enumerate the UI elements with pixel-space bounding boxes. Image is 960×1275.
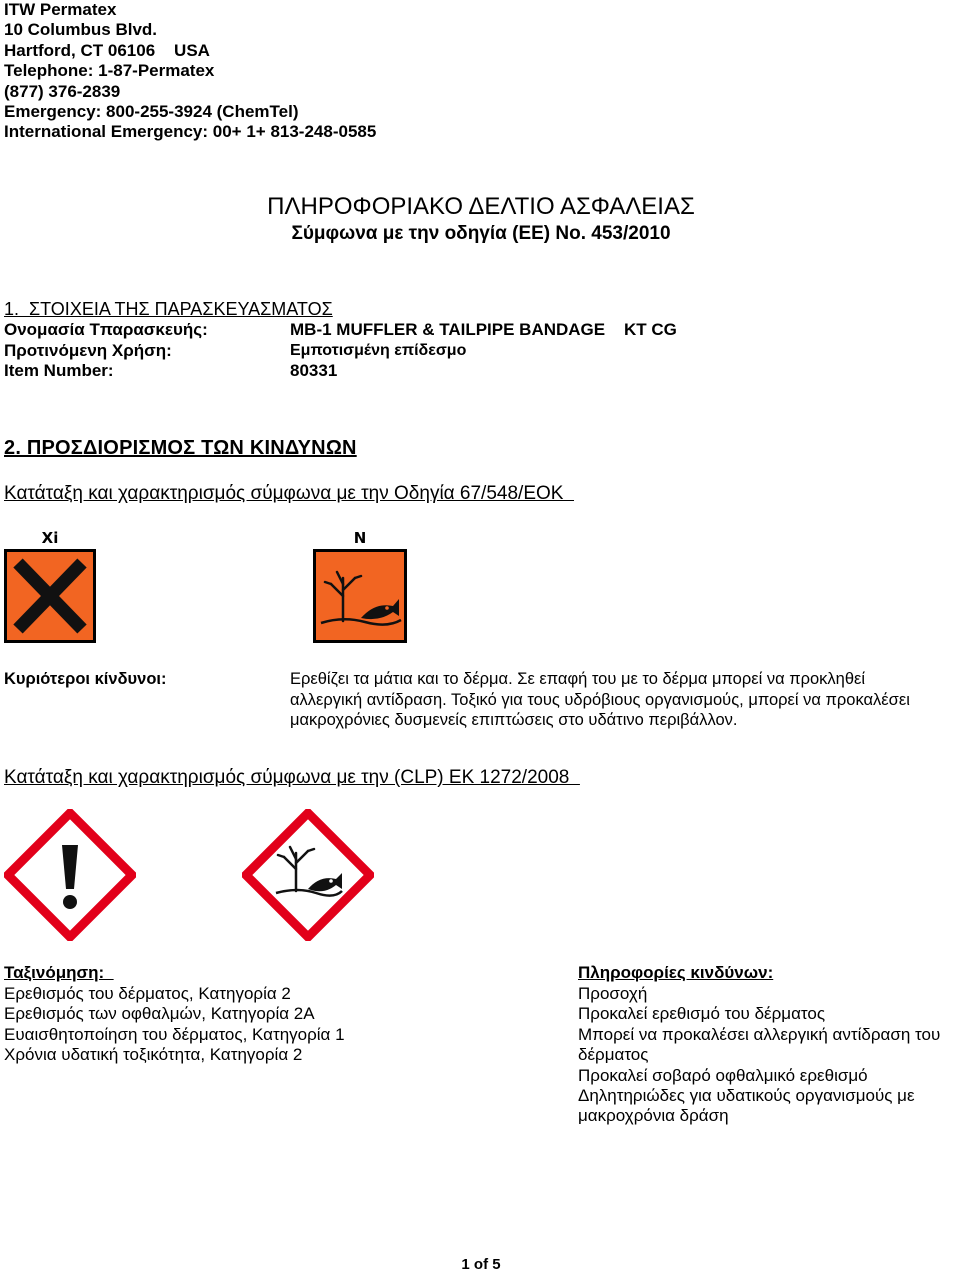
clp-classification-heading: Κατάταξη και χαρακτηρισμός σύμφωνα με την (CLP) ΕΚ 1272/2008 xyxy=(4,767,580,788)
company-city: Hartford, CT 06106 USA xyxy=(4,40,210,60)
n-symbol-label: N xyxy=(353,529,367,547)
dsd-classification-heading: Κατάταξη και χαρακτηρισμός σύμφωνα με την Οδηγία 67/548/ΕΟΚ xyxy=(4,483,574,504)
company-telephone: Telephone: 1-87-Permatex xyxy=(4,61,215,81)
main-hazards-line: Ερεθίζει τα μάτια και το δέρμα. Σε επαφή του με το δέρμα μπορεί να προκληθεί xyxy=(290,670,866,688)
xi-hazard-symbol xyxy=(4,526,96,644)
section2-heading: 2. ΠΡΟΣΔΙΟΡΙΣΜΟΣ ΤΩΝ ΚΙΝΔΥΝΩΝ xyxy=(4,437,357,459)
hazard-info-line: δέρματος xyxy=(578,1045,649,1065)
product-name-label: Ονομασία Τπαρασκευής: xyxy=(4,320,208,339)
company-name: ITW Permatex xyxy=(4,0,117,19)
hazard-info-line: μακροχρόνια δράση xyxy=(578,1106,729,1126)
company-address-block xyxy=(4,0,376,143)
n-hazard-symbol xyxy=(313,526,407,644)
hazard-info-line: Μπορεί να προκαλέσει αλλεργική αντίδραση του xyxy=(578,1024,941,1044)
classification-item: Ευαισθητοποίηση του δέρματος, Κατηγορία 1 xyxy=(4,1024,345,1044)
environment-pictogram-icon xyxy=(242,809,374,941)
classification-item: Ερεθισμός των οφθαλμών, Κατηγορία 2A xyxy=(4,1004,315,1024)
xi-symbol-label: Xi xyxy=(41,529,59,547)
harmful-irritant-x-icon xyxy=(4,526,96,644)
classification-item: Ερεθισμός του δέρματος, Κατηγορία 2 xyxy=(4,984,291,1003)
intended-use-label: Προτινόμενη Χρήση: xyxy=(4,341,172,360)
main-hazards-label: Κυριότεροι κίνδυνοι: xyxy=(4,670,167,688)
document-title: ΠΛΗΡΟΦΟΡΙΑΚΟ ΔΕΛΤΙΟ ΑΣΦΑΛΕΙΑΣ xyxy=(267,193,695,220)
hazard-info-line: Προσοχή xyxy=(578,984,648,1003)
company-street: 10 Columbus Blvd. xyxy=(4,20,158,40)
classification-label: Ταξινόμηση: xyxy=(4,963,114,982)
hazard-info-line: Δηλητηριώδες για υδατικούς οργανισμούς με xyxy=(578,1086,915,1106)
intended-use-value: Εμποτισμένη επίδεσμο xyxy=(290,342,467,359)
hazard-info-line: Προκαλεί ερεθισμό του δέρματος xyxy=(578,1004,826,1024)
item-number-value: 80331 xyxy=(290,361,338,380)
classification-item: Χρόνια υδατική τοξικότητα, Κατηγορία 2 xyxy=(4,1045,303,1065)
main-hazards-text xyxy=(290,669,910,731)
company-telephone-alt: (877) 376-2839 xyxy=(4,81,121,101)
main-hazards-line: αλλεργική αντίδραση. Τοξικό για τους υδρόβιους οργανισμούς, μπορεί να προκαλέσει xyxy=(290,690,910,709)
product-name-value: MB-1 MUFFLER & TAILPIPE BANDAGE KT CG xyxy=(290,320,677,339)
hazard-info-list xyxy=(578,984,940,1127)
document-subtitle: Σύμφωνα με την οδηγία (ΕΕ) Νο. 453/2010 xyxy=(291,223,671,244)
ghs-environment-pictogram xyxy=(242,809,374,941)
section1-heading: 1. ΣΤΟΙΧΕΙΑ ΤΗΣ ΠΑΡΑΣΚΕΥΑΣΜΑΤΟΣ xyxy=(4,299,333,319)
item-number-label: Item Number: xyxy=(4,361,114,380)
company-emergency: Emergency: 800-255-3924 (ChemTel) xyxy=(4,102,299,122)
ghs-exclamation-pictogram xyxy=(4,809,136,941)
exclamation-mark-pictogram-icon xyxy=(4,809,136,941)
dangerous-for-environment-icon xyxy=(313,526,407,644)
classification-list xyxy=(4,984,345,1066)
hazard-info-label: Πληροφορίες κινδύνων: xyxy=(578,963,774,982)
page-number: 1 of 5 xyxy=(461,1256,501,1273)
hazard-info-line: Προκαλεί σοβαρό οφθαλμικό ερεθισμό xyxy=(578,1065,868,1085)
company-international-emergency: International Emergency: 00+ 1+ 813-248-0585 xyxy=(4,122,377,142)
main-hazards-line: μακροχρόνιες δυσμενείς επιπτώσεις στο υδάτινο περιβάλλον. xyxy=(290,711,738,729)
